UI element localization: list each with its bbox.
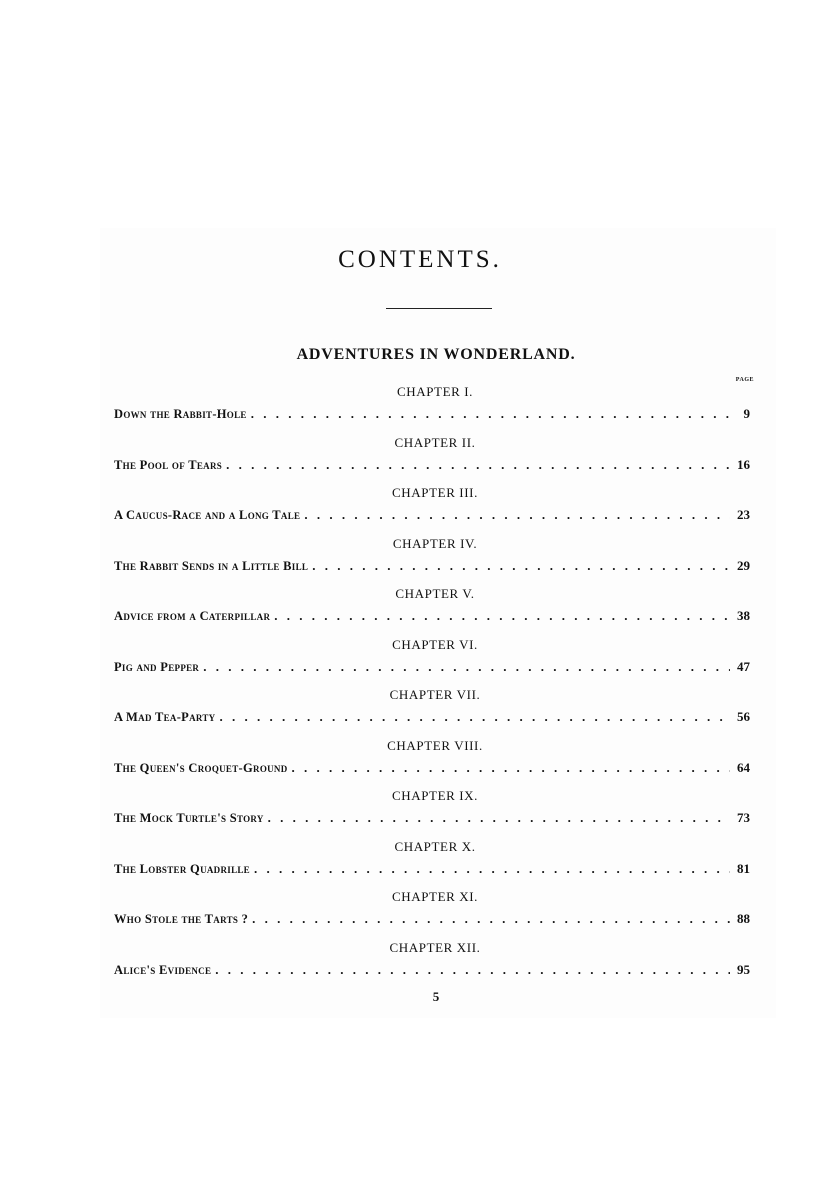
entry-line xyxy=(114,911,750,927)
dot-leader xyxy=(292,760,730,776)
toc-entry[interactable] xyxy=(114,586,754,637)
chapter-title: A Mad Tea-Party xyxy=(114,710,216,724)
chapter-page: 38 xyxy=(737,608,750,623)
chapter-page: 64 xyxy=(737,759,750,775)
chapter-title: Pig and Pepper xyxy=(114,659,200,674)
chapter-title: The Mock Turtle's Story xyxy=(114,811,264,825)
toc-entry[interactable] xyxy=(114,788,754,839)
chapter-number: CHAPTER I. xyxy=(396,384,474,399)
chapter-number: CHAPTER VI. xyxy=(392,636,478,652)
chapter-title: The Queen's Croquet-Ground xyxy=(114,760,288,775)
entry-line xyxy=(114,558,750,574)
chapter-title: Down the Rabbit-Hole xyxy=(114,407,247,421)
page-number: 5 xyxy=(432,989,440,1004)
entry-line xyxy=(114,507,750,523)
page-column-label: PAGE xyxy=(735,377,754,383)
dot-leader xyxy=(251,406,730,422)
toc-entry[interactable] xyxy=(114,940,754,991)
dot-leader xyxy=(304,507,730,523)
chapter-number: CHAPTER V. xyxy=(395,586,475,601)
entry-line xyxy=(114,406,750,422)
section-heading: ADVENTURES IN WONDERLAND. xyxy=(296,346,576,363)
dot-leader xyxy=(268,810,730,826)
chapter-title: Who Stole the Tarts ? xyxy=(114,912,249,926)
dot-leader xyxy=(312,558,730,574)
entry-line xyxy=(114,962,750,978)
toc-entry[interactable] xyxy=(114,889,754,940)
entry-line xyxy=(114,810,750,826)
chapter-page: 73 xyxy=(737,810,750,825)
title-divider xyxy=(386,308,492,309)
dot-leader xyxy=(274,608,730,624)
toc-entry[interactable] xyxy=(114,485,754,536)
entry-line xyxy=(114,709,750,725)
chapter-number: CHAPTER VIII. xyxy=(387,737,483,753)
chapter-page: 81 xyxy=(737,860,750,876)
toc-entry[interactable] xyxy=(114,637,754,688)
toc-entry[interactable] xyxy=(114,536,754,587)
dot-leader xyxy=(254,861,730,877)
dot-leader xyxy=(203,659,730,675)
chapter-title: The Lobster Quadrille xyxy=(114,861,250,876)
chapter-page: 16 xyxy=(737,456,750,472)
chapter-page: 88 xyxy=(737,911,750,926)
chapter-number: CHAPTER III. xyxy=(392,485,478,500)
chapter-page: 47 xyxy=(737,658,750,674)
chapter-number: CHAPTER IX. xyxy=(391,788,479,803)
chapter-page: 56 xyxy=(737,709,750,724)
entry-line xyxy=(114,659,750,675)
chapter-page: 23 xyxy=(737,507,750,522)
chapter-title: The Pool of Tears xyxy=(114,457,223,472)
chapter-number: CHAPTER II. xyxy=(394,434,476,450)
chapter-page: 9 xyxy=(743,406,750,421)
chapter-number: CHAPTER X. xyxy=(394,838,476,854)
toc-entry[interactable] xyxy=(114,839,754,890)
entry-line xyxy=(114,760,750,776)
toc-entry[interactable] xyxy=(114,687,754,738)
toc-entry[interactable] xyxy=(114,435,754,486)
chapter-page: 29 xyxy=(737,557,750,573)
table-of-contents xyxy=(114,384,754,990)
dot-leader xyxy=(215,962,730,978)
chapter-title: Alice's Evidence xyxy=(114,962,212,977)
dot-leader xyxy=(226,457,730,473)
entry-line xyxy=(114,861,750,877)
chapter-number: CHAPTER XI. xyxy=(391,889,479,904)
contents-title: CONTENTS. xyxy=(338,246,502,273)
toc-entry[interactable] xyxy=(114,384,754,435)
dot-leader xyxy=(252,911,730,927)
chapter-number: CHAPTER IV. xyxy=(392,535,478,551)
toc-entry[interactable] xyxy=(114,738,754,789)
chapter-page: 95 xyxy=(737,961,750,977)
entry-line xyxy=(114,457,750,473)
chapter-title: The Rabbit Sends in a Little Bill xyxy=(114,558,309,573)
chapter-title: Advice from a Caterpillar xyxy=(114,609,271,623)
chapter-number: CHAPTER VII. xyxy=(389,687,481,702)
entry-line xyxy=(114,608,750,624)
chapter-title: A Caucus-Race and a Long Tale xyxy=(114,508,301,522)
chapter-number: CHAPTER XII. xyxy=(389,939,481,955)
dot-leader xyxy=(219,709,730,725)
